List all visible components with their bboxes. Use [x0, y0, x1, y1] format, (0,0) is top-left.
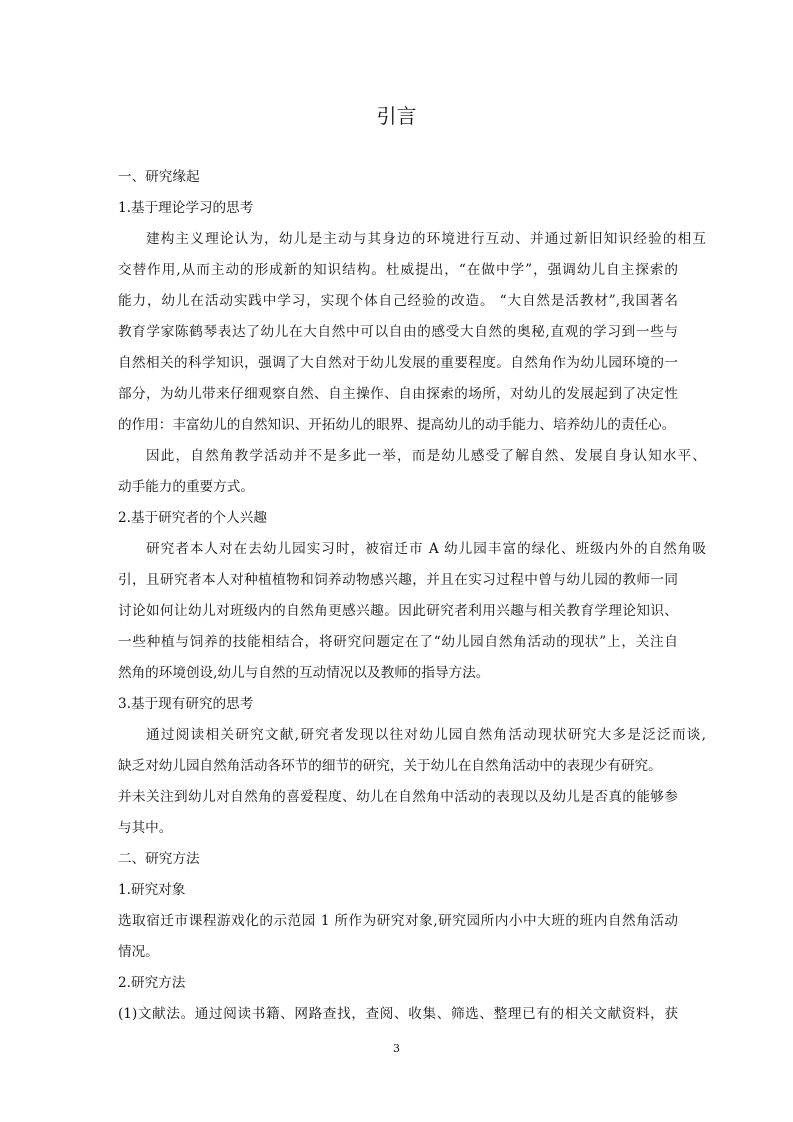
paragraph-line: 与其中。 [118, 820, 173, 836]
section-heading: 二、研究方法 [118, 851, 200, 867]
paragraph-line: 通过阅读相关研究文献,研究者发现以往对幼儿园自然角活动现状研究大多是泛泛而谈, [146, 727, 706, 743]
paragraph-line: 的作用：丰富幼儿的自然知识、开拓幼儿的眼界、提高幼儿的动手能力、培养幼儿的责任心。 [118, 417, 676, 433]
paragraph-line: 动手能力的重要方式。 [118, 479, 254, 495]
paragraph-line: 情况。 [118, 944, 159, 960]
paragraph-line: 并未关注到幼儿对自然角的喜爱程度、幼儿在自然角中活动的表现以及幼儿是否真的能够参 [118, 789, 678, 805]
paragraph-line: (1)文献法。通过阅读书籍、网路查找，查阅、收集、筛选、整理已有的相关文献资料，获 [118, 1006, 678, 1022]
paragraph-line: 教育学家陈鹤琴表达了幼儿在大自然中可以自由的感受大自然的奥秘,直观的学习到一些与 [118, 324, 678, 340]
paragraph-line: 自然相关的科学知识，强调了大自然对于幼儿发展的重要程度。自然角作为幼儿园环境的一 [118, 355, 678, 371]
subsection-heading: 2.基于研究者的个人兴趣 [118, 510, 267, 526]
subsection-heading: 2.研究方法 [118, 975, 186, 991]
paragraph-line: 缺乏对幼儿园自然角活动各环节的细节的研究，关于幼儿在自然角活动中的表现少有研究。 [118, 758, 662, 774]
subsection-heading: 3.基于现有研究的思考 [118, 696, 254, 712]
body-text [118, 162, 706, 1030]
subsection-heading: 1.基于理论学习的思考 [118, 200, 254, 216]
page-title: 引言 [376, 104, 417, 128]
paragraph-line: 一些种植与饲养的技能相结合，将研究问题定在了“幼儿园自然角活动的现状”上，关注自 [118, 634, 678, 650]
page-number: 3 [393, 1042, 400, 1055]
paragraph-line: 交替作用,从而主动的形成新的知识结构。杜威提出，“在做中学”，强调幼儿自主探索的 [118, 262, 678, 278]
paragraph-line: 能力，幼儿在活动实践中学习，实现个体自己经验的改造。 “大自然是活教材”,我国著名 [118, 293, 678, 309]
paragraph-line: 然角的环境创设,幼儿与自然的互动情况以及教师的指导方法。 [118, 665, 490, 681]
paragraph-line: 选取宿迁市课程游戏化的示范园 1 所作为研究对象,研究园所内小中大班的班内自然角活动 [118, 913, 678, 929]
subsection-heading: 1.研究对象 [118, 882, 186, 898]
paragraph-line: 研究者本人对在去幼儿园实习时，被宿迁市 A 幼儿园丰富的绿化、班级内外的自然角吸 [146, 541, 706, 557]
paragraph-line: 讨论如何让幼儿对班级内的自然角更感兴趣。因此研究者利用兴趣与相关教育学理论知识、 [118, 603, 678, 619]
section-heading: 一、研究缘起 [118, 169, 200, 185]
paragraph-line: 因此，自然角教学活动并不是多此一举，而是幼儿感受了解自然、发展自身认知水平、 [146, 448, 706, 464]
paragraph-line: 引，且研究者本人对种植植物和饲养动物感兴趣，并且在实习过程中曾与幼儿园的教师一同 [118, 572, 678, 588]
paragraph-line: 部分，为幼儿带来仔细观察自然、自主操作、自由探索的场所，对幼儿的发展起到了决定性 [118, 386, 678, 402]
paragraph-line: 建构主义理论认为，幼儿是主动与其身边的环境进行互动、并通过新旧知识经验的相互 [146, 231, 706, 247]
